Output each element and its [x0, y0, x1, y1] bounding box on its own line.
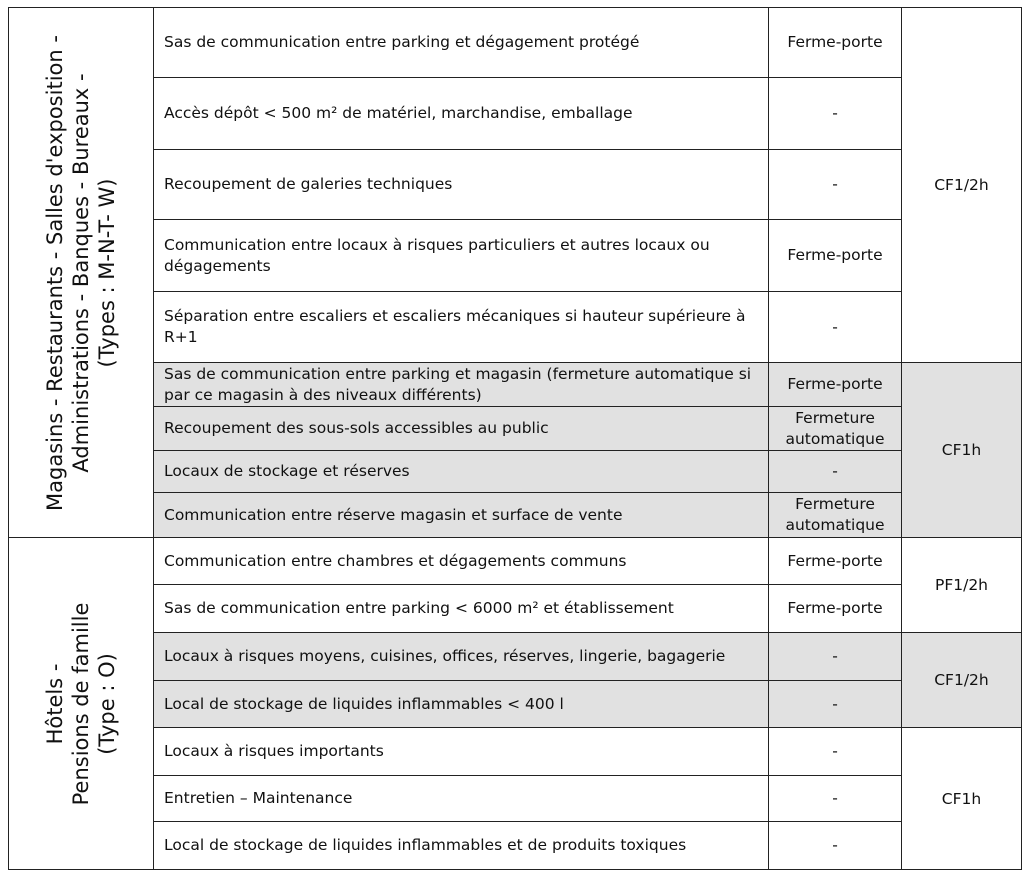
- table-row: [9, 585, 1022, 633]
- table-row: [9, 363, 1022, 407]
- rating-cell: PF1/2h: [902, 538, 1022, 633]
- table-row: [9, 728, 1022, 776]
- row-equipment: -: [769, 776, 902, 822]
- row-description: Communication entre réserve magasin et surface de vente: [154, 493, 769, 538]
- row-description: Locaux à risques moyens, cuisines, offices, réserves, lingerie, bagagerie: [154, 633, 769, 681]
- row-equipment: Ferme-porte: [769, 585, 902, 633]
- table-row: [9, 150, 1022, 220]
- row-description: Séparation entre escaliers et escaliers mécaniques si hauteur supérieure à R+1: [154, 292, 769, 363]
- table-row: [9, 493, 1022, 538]
- rating-cell: CF1/2h: [902, 8, 1022, 363]
- rating-cell: CF1h: [902, 728, 1022, 870]
- table-row: [9, 822, 1022, 870]
- category-label-hotels: Hôtels - Pensions de famille (Type : O): [43, 602, 119, 805]
- row-equipment: -: [769, 633, 902, 681]
- row-description: Locaux de stockage et réserves: [154, 451, 769, 493]
- row-equipment: -: [769, 728, 902, 776]
- category-cell-magasins: [9, 8, 154, 538]
- row-equipment: -: [769, 681, 902, 728]
- table-row: [9, 407, 1022, 451]
- row-description: Communication entre chambres et dégagements communs: [154, 538, 769, 585]
- row-equipment: Fermeture automatique: [769, 407, 902, 451]
- row-description: Sas de communication entre parking < 6000 m² et établissement: [154, 585, 769, 633]
- row-equipment: Ferme-porte: [769, 538, 902, 585]
- table-row: [9, 681, 1022, 728]
- row-equipment: -: [769, 451, 902, 493]
- table-row: [9, 633, 1022, 681]
- row-description: Accès dépôt < 500 m² de matériel, marchandise, emballage: [154, 78, 769, 150]
- row-description: Sas de communication entre parking et dégagement protégé: [154, 8, 769, 78]
- fire-door-table: [8, 7, 1022, 870]
- row-description: Communication entre locaux à risques particuliers et autres locaux ou dégagements: [154, 220, 769, 292]
- table-row: [9, 8, 1022, 78]
- rating-cell: CF1h: [902, 363, 1022, 538]
- row-description: Recoupement des sous-sols accessibles au public: [154, 407, 769, 451]
- table-row: [9, 538, 1022, 585]
- row-equipment: -: [769, 292, 902, 363]
- row-equipment: -: [769, 150, 902, 220]
- table-row: [9, 776, 1022, 822]
- table-row: [9, 220, 1022, 292]
- row-description: Recoupement de galeries techniques: [154, 150, 769, 220]
- rating-cell: CF1/2h: [902, 633, 1022, 728]
- row-equipment: -: [769, 78, 902, 150]
- table-row: [9, 78, 1022, 150]
- table-row: [9, 292, 1022, 363]
- row-description: Locaux à risques importants: [154, 728, 769, 776]
- row-description: Sas de communication entre parking et magasin (fermeture automatique si par ce magasin à des niveaux différents): [154, 363, 769, 407]
- row-equipment: Ferme-porte: [769, 363, 902, 407]
- row-description: Local de stockage de liquides inflammables < 400 l: [154, 681, 769, 728]
- row-description: Entretien – Maintenance: [154, 776, 769, 822]
- row-description: Local de stockage de liquides inflammables et de produits toxiques: [154, 822, 769, 870]
- category-label-magasins: Magasins - Restaurants - Salles d'exposition - Administrations - Banques - Bureaux - (Types : M-N-T- W): [43, 34, 119, 511]
- row-equipment: Fermeture automatique: [769, 493, 902, 538]
- category-cell-hotels: [9, 538, 154, 870]
- row-equipment: Ferme-porte: [769, 220, 902, 292]
- row-equipment: Ferme-porte: [769, 8, 902, 78]
- table-row: [9, 451, 1022, 493]
- row-equipment: -: [769, 822, 902, 870]
